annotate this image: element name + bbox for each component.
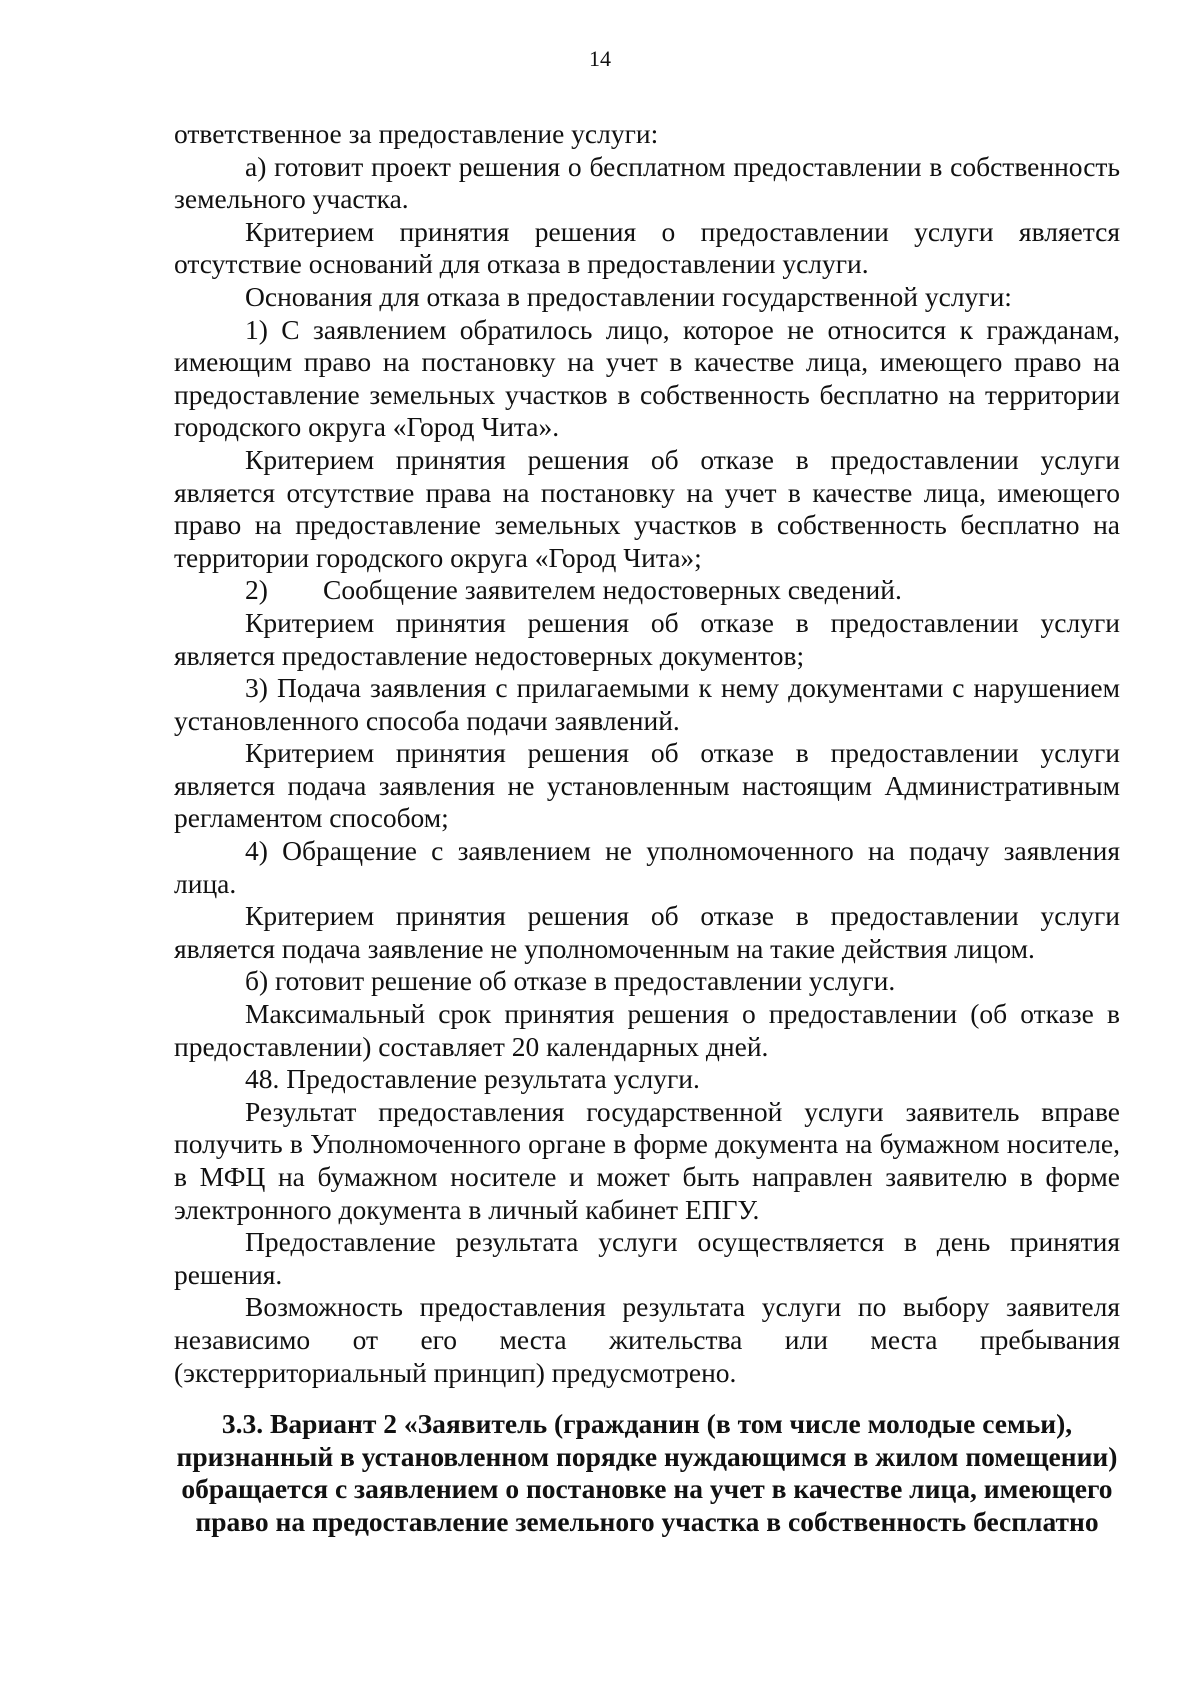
page-number: 14 <box>589 46 611 71</box>
paragraph: Результат предоставления государственной услуги заявитель вправе получить в Уполномоченного органе в форме документа на бумажном носителе, в МФЦ на бумажном носителе и может быть направлен заявителю в форме электронного документа в личный кабинет ЕПГУ. <box>174 1095 1120 1225</box>
document-body <box>174 118 1120 1389</box>
paragraph: а) готовит проект решения о бесплатном предоставлении в собственность земельного участка. <box>174 150 1120 215</box>
paragraph: б) готовит решение об отказе в предоставлении услуги. <box>245 965 896 997</box>
paragraph: 3) Подача заявления с прилагаемыми к нему документами с нарушением установленного способа подачи заявлений. <box>174 672 1120 736</box>
paragraph: Критерием принятия решения об отказе в предоставлении услуги является подача заявление не уполномоченным на такие действия лицом. <box>174 900 1120 964</box>
list-item-text: Сообщение заявителем недостоверных сведений. <box>323 574 902 606</box>
section-heading: 3.3. Вариант 2 «Заявитель (гражданин (в том числе молодые семьи), признанный в установленном порядке нуждающимся в жилом помещении) обращается с заявлением о постановке на учет в качестве лица, имеющего право на предоставление земельного участка в собственность бесплатно <box>176 1408 1118 1537</box>
paragraph: Предоставление результата услуги осуществляется в день принятия решения. <box>174 1226 1120 1290</box>
paragraph: Критерием принятия решения об отказе в предоставлении услуги является отсутствие права на постановку на учет в качестве лица, имеющего право на предоставление земельных участков в собственность бесплатно на территории городского округа «Город Чита»; <box>174 443 1120 573</box>
paragraph: Критерием принятия решения об отказе в предоставлении услуги является предоставление недостоверных документов; <box>174 606 1120 671</box>
paragraph: 48. Предоставление результата услуги. <box>245 1063 700 1095</box>
paragraph: Критерием принятия решения о предоставлении услуги является отсутствие оснований для отказа в предоставлении услуги. <box>174 215 1120 280</box>
paragraph: Основания для отказа в предоставлении государственной услуги: <box>245 280 1012 312</box>
paragraph: ответственное за предоставление услуги: <box>174 118 659 149</box>
paragraph: 1) С заявлением обратилось лицо, которое не относится к гражданам, имеющим право на постановку на учет в качестве лица, имеющего право на предоставление земельных участков в собственность бесплатно на территории городского округа «Город Чита». <box>174 313 1120 443</box>
paragraph: Возможность предоставления результата услуги по выбору заявителя независимо от его места жительства или места пребывания (экстерриториальный принцип) предусмотрено. <box>174 1291 1120 1388</box>
paragraph <box>174 574 1120 607</box>
paragraph: Критерием принятия решения об отказе в предоставлении услуги является подача заявления не установленным настоящим Административным регламентом способом; <box>174 737 1120 834</box>
list-item-number: 2) <box>245 574 268 606</box>
paragraph: 4) Обращение с заявлением не уполномоченного на подачу заявления лица. <box>174 835 1120 899</box>
paragraph: Максимальный срок принятия решения о предоставлении (об отказе в предоставлении) составляет 20 календарных дней. <box>174 998 1120 1062</box>
